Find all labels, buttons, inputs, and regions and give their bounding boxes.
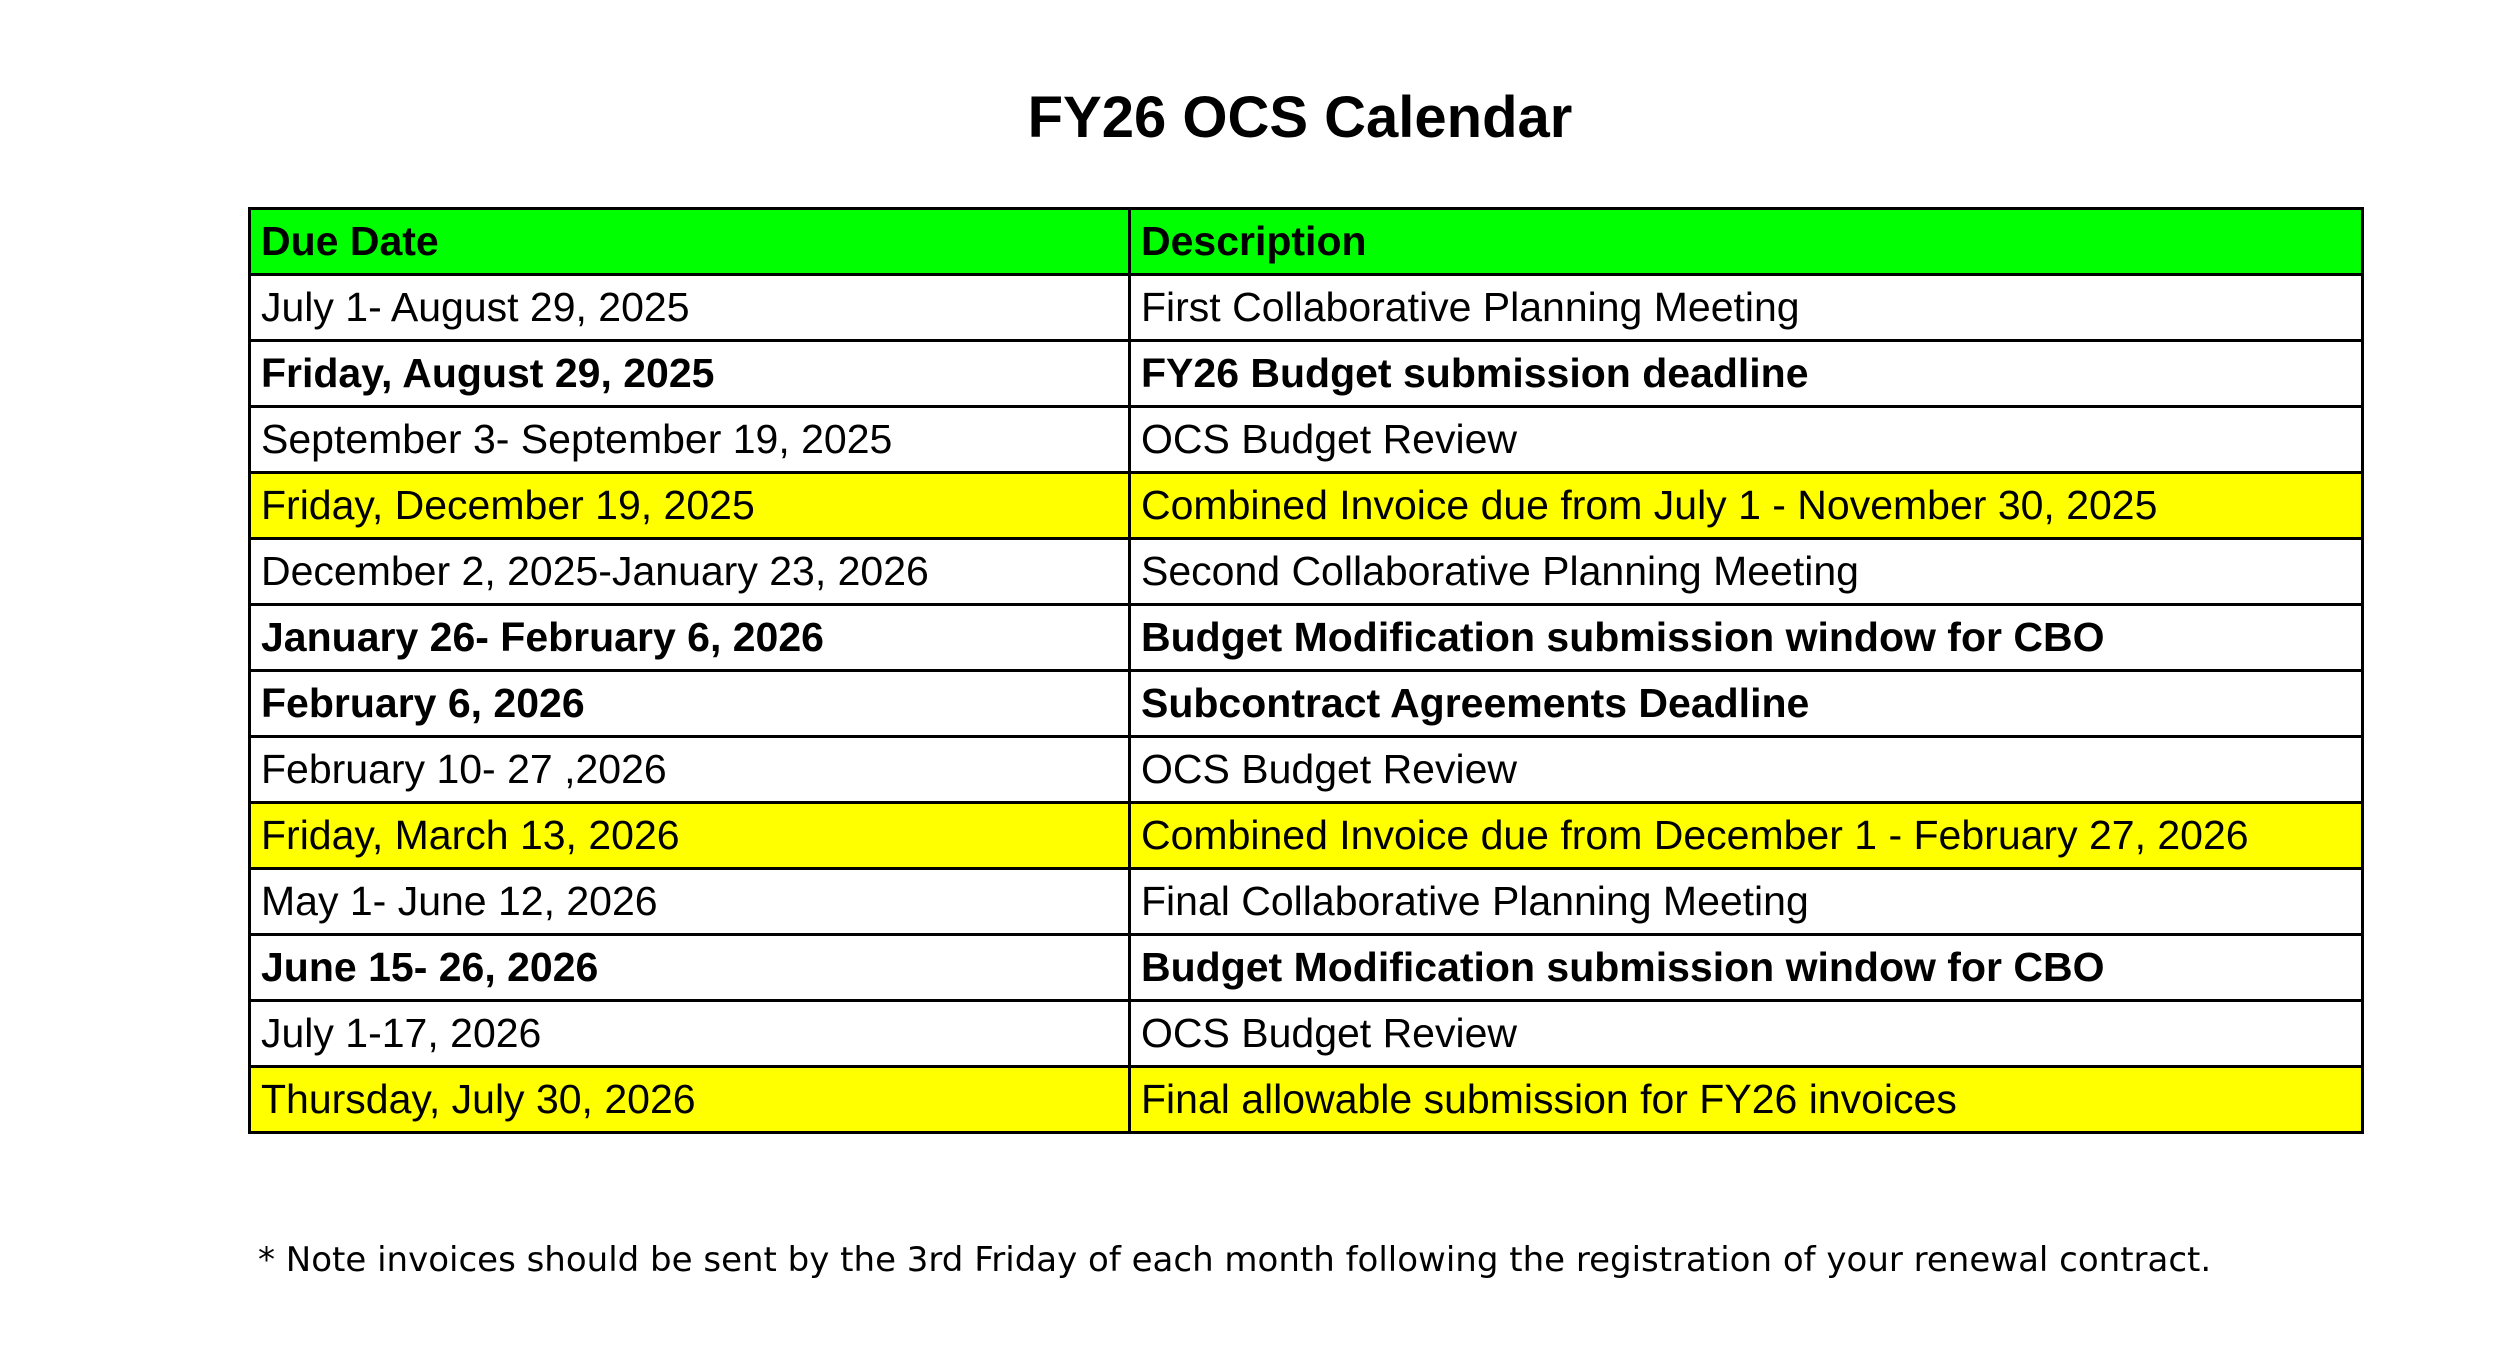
table-row xyxy=(250,341,2363,407)
due-date-cell: December 2, 2025-January 23, 2026 xyxy=(250,539,1130,605)
description-cell: Combined Invoice due from December 1 - February 27, 2026 xyxy=(1130,803,2363,869)
table-row xyxy=(250,1067,2363,1133)
due-date-cell: June 15- 26, 2026 xyxy=(250,935,1130,1001)
footnote: * Note invoices should be sent by the 3rd Friday of each month following the registration of your renewal contract. xyxy=(258,1240,2212,1280)
table-row xyxy=(250,869,2363,935)
table-row xyxy=(250,539,2363,605)
description-cell: Final Collaborative Planning Meeting xyxy=(1130,869,2363,935)
calendar-table xyxy=(248,207,2364,1134)
table-row xyxy=(250,737,2363,803)
description-cell: Budget Modification submission window for CBO xyxy=(1130,935,2363,1001)
due-date-cell: May 1- June 12, 2026 xyxy=(250,869,1130,935)
table-body xyxy=(250,275,2363,1133)
table-row xyxy=(250,935,2363,1001)
page-title: FY26 OCS Calendar xyxy=(1027,85,1573,150)
due-date-cell: February 10- 27 ,2026 xyxy=(250,737,1130,803)
due-date-cell: Friday, March 13, 2026 xyxy=(250,803,1130,869)
due-date-cell: Friday, December 19, 2025 xyxy=(250,473,1130,539)
due-date-cell: Friday, August 29, 2025 xyxy=(250,341,1130,407)
due-date-cell: September 3- September 19, 2025 xyxy=(250,407,1130,473)
table-row xyxy=(250,275,2363,341)
table-row xyxy=(250,605,2363,671)
description-cell: Subcontract Agreements Deadline xyxy=(1130,671,2363,737)
table-header-row xyxy=(250,209,2363,275)
table-row xyxy=(250,1001,2363,1067)
description-cell: OCS Budget Review xyxy=(1130,737,2363,803)
description-cell: First Collaborative Planning Meeting xyxy=(1130,275,2363,341)
due-date-cell: January 26- February 6, 2026 xyxy=(250,605,1130,671)
table-row xyxy=(250,671,2363,737)
table-row xyxy=(250,803,2363,869)
due-date-cell: February 6, 2026 xyxy=(250,671,1130,737)
description-cell: Second Collaborative Planning Meeting xyxy=(1130,539,2363,605)
description-cell: Final allowable submission for FY26 invoices xyxy=(1130,1067,2363,1133)
description-cell: Combined Invoice due from July 1 - November 30, 2025 xyxy=(1130,473,2363,539)
table-row xyxy=(250,473,2363,539)
due-date-cell: July 1-17, 2026 xyxy=(250,1001,1130,1067)
description-cell: OCS Budget Review xyxy=(1130,407,2363,473)
due-date-cell: July 1- August 29, 2025 xyxy=(250,275,1130,341)
header-due-date: Due Date xyxy=(250,209,1130,275)
description-cell: OCS Budget Review xyxy=(1130,1001,2363,1067)
description-cell: Budget Modification submission window for CBO xyxy=(1130,605,2363,671)
table-row xyxy=(250,407,2363,473)
header-description: Description xyxy=(1130,209,2363,275)
due-date-cell: Thursday, July 30, 2026 xyxy=(250,1067,1130,1133)
description-cell: FY26 Budget submission deadline xyxy=(1130,341,2363,407)
